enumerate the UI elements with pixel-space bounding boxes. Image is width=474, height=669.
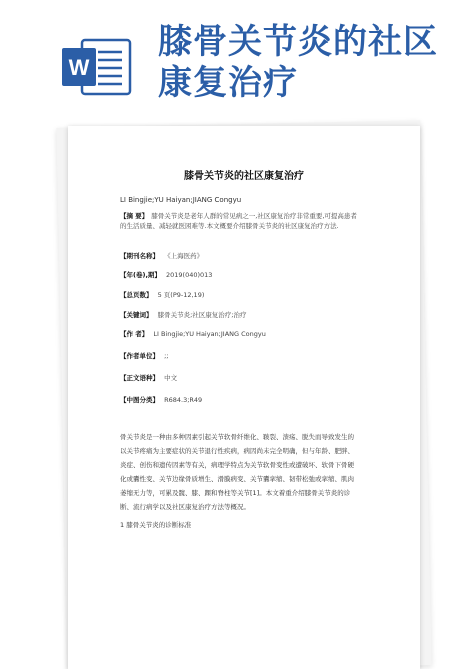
header-title-line-1: 膝骨关节炎的社区 xyxy=(158,22,438,62)
journal-field xyxy=(120,251,390,261)
keywords-field xyxy=(120,310,390,320)
word-document-icon xyxy=(60,36,134,98)
language-value: 中文 xyxy=(164,374,178,382)
body-line: 萎缩无力等，可累及髋、膝、踝和脊柱等关节[1]。本文着重介绍膝骨关节炎的诊 xyxy=(120,489,351,497)
unit-field xyxy=(120,351,390,361)
pages-field xyxy=(120,290,390,300)
abstract-text-line-2: 的生活质量、减轻就医困难等.本文概要介绍膝骨关节炎的社区康复治疗方法. xyxy=(120,222,339,230)
classification-value: R684.3;R49 xyxy=(164,396,203,404)
body-line: 骨关节炎是一种由多种因素引起关节软骨纤维化、皲裂、溃疡、脱失而导致发生的 xyxy=(120,433,354,441)
body-line: 断、流行病学以及社区康复治疗方法等概况。 xyxy=(120,503,250,511)
journal-value: 《上海医药》 xyxy=(164,252,204,260)
unit-label: 【作者单位】 xyxy=(120,352,159,360)
body-line: 化或囊性变、关节边缘骨质增生、滑膜病变、关节囊挛缩、韧带松弛或挛缩、肌肉 xyxy=(120,475,354,483)
pages-value: 5 页(P9-12,19) xyxy=(157,291,205,299)
year-value: 2019(040)013 xyxy=(166,271,213,279)
journal-label: 【期刊名称】 xyxy=(120,252,159,260)
author-field xyxy=(120,329,390,339)
language-label: 【正文语种】 xyxy=(120,374,159,382)
unit-value: ;; xyxy=(164,352,169,360)
year-field xyxy=(120,270,390,280)
classification-field xyxy=(120,395,390,405)
language-field xyxy=(120,373,390,383)
banner-header xyxy=(0,0,474,125)
body-line: 炎症、创伤和遗传因素等有关，病理学特点为关节软骨变性或遭破坏、软骨下骨硬 xyxy=(120,461,354,469)
body-paragraph xyxy=(120,430,382,514)
abstract-field xyxy=(120,211,390,231)
document-title: 膝骨关节炎的社区康复治疗 xyxy=(184,171,304,182)
year-label: 【年(卷),期】 xyxy=(120,271,161,279)
abstract-text-line-1: 膝骨关节炎是老年人群的常见病之一,社区康复治疗非常重要,可提高患者 xyxy=(151,212,357,220)
body-line: 以关节疼痛为主要症状的关节退行性疾病，病因尚未完全明确，但与年龄、肥胖、 xyxy=(120,447,354,455)
header-title xyxy=(158,22,458,104)
pages-label: 【总页数】 xyxy=(120,291,153,299)
word-icon-letter: W xyxy=(68,55,90,80)
author-label: 【作 者】 xyxy=(120,330,149,338)
classification-label: 【中图分类】 xyxy=(120,396,159,404)
author-value: LI Bingjie;YU Haiyan;JIANG Congyu xyxy=(153,330,266,338)
document-authors: LI Bingjie;YU Haiyan;JIANG Congyu xyxy=(120,196,242,204)
header-title-line-2: 康复治疗 xyxy=(158,63,298,103)
keywords-value: 膝骨关节炎;社区康复治疗;治疗 xyxy=(157,311,247,319)
abstract-label: 【摘 要】 xyxy=(120,212,149,220)
keywords-label: 【关键词】 xyxy=(120,311,153,319)
document-page xyxy=(68,126,420,669)
section-heading: 1 膝骨关节炎的诊断标准 xyxy=(120,521,192,529)
